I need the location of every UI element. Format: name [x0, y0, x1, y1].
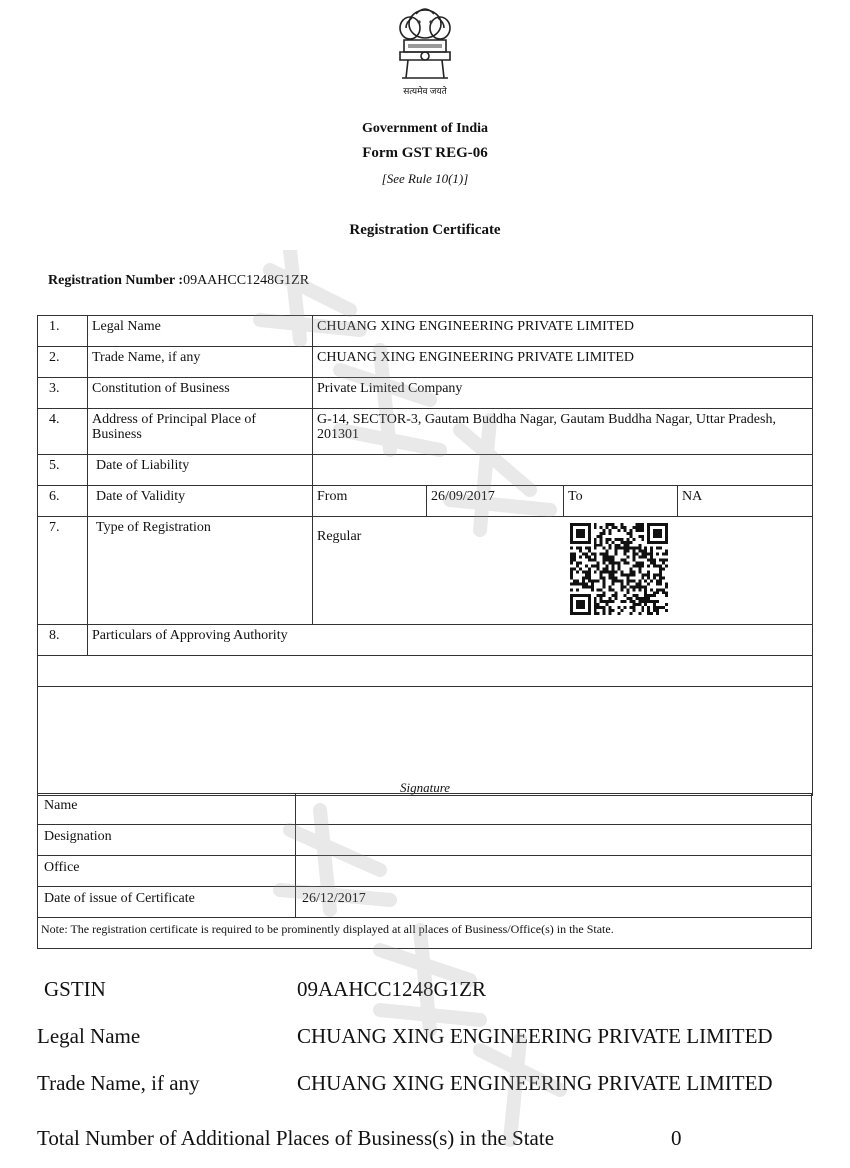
row-value: Private Limited Company [313, 378, 813, 409]
table-row [38, 918, 812, 949]
legal-name-value: CHUANG XING ENGINEERING PRIVATE LIMITED [297, 1024, 773, 1048]
validity-to-value: NA [678, 486, 813, 517]
field-label: Designation [38, 825, 296, 856]
row-number: 2. [38, 347, 88, 378]
row-number: 1. [38, 316, 88, 347]
row-value: G-14, SECTOR-3, Gautam Buddha Nagar, Gautam Buddha Nagar, Uttar Pradesh, 201301 [313, 409, 813, 455]
validity-from-value: 26/09/2017 [427, 486, 564, 517]
field-value [296, 825, 812, 856]
validity-from-label: From [313, 486, 427, 517]
row-label: Trade Name, if any [88, 347, 313, 378]
approving-authority-table [37, 793, 812, 949]
table-row [38, 825, 812, 856]
table-row [38, 656, 813, 687]
row-number: 8. [38, 625, 88, 656]
row-label: Address of Principal Place of Business [88, 409, 313, 455]
signature-area [38, 687, 813, 796]
registration-number-value: 09AAHCC1248G1ZR [183, 273, 310, 288]
table-row [38, 887, 812, 918]
approving-authority-blank [38, 656, 813, 687]
table-row [38, 378, 813, 409]
row-number: 5. [38, 455, 88, 486]
field-value [296, 794, 812, 825]
signature-label: Signature [399, 780, 451, 795]
row-label: Date of Liability [88, 455, 313, 486]
row-number: 7. [38, 517, 88, 625]
field-label: Name [38, 794, 296, 825]
row-label: Particulars of Approving Authority [88, 625, 813, 656]
display-note: Note: The registration certificate is required to be prominently displayed at all places of Business/Office(s) in the State. [38, 918, 812, 949]
additional-places-label: Total Number of Additional Places of Business(s) in the State [37, 1126, 555, 1150]
table-row [38, 625, 813, 656]
field-value: 26/12/2017 [296, 887, 812, 918]
signature-row [38, 687, 813, 796]
row-label: Date of Validity [88, 486, 313, 517]
form-title: Form GST REG-06 [362, 145, 488, 161]
registration-number-label: Registration Number : [48, 273, 184, 288]
registration-details-table [37, 315, 813, 796]
field-label: Date of issue of Certificate [38, 887, 296, 918]
row-label: Constitution of Business [88, 378, 313, 409]
field-value [296, 856, 812, 887]
table-row [38, 794, 812, 825]
validity-to-label: To [564, 486, 678, 517]
qr-code [570, 523, 668, 615]
row-value: CHUANG XING ENGINEERING PRIVATE LIMITED [313, 316, 813, 347]
table-row [38, 316, 813, 347]
row-value: Regular [313, 517, 813, 625]
gstin-label: GSTIN [44, 977, 106, 1001]
government-title: Government of India [362, 121, 488, 136]
table-row [38, 486, 813, 517]
trade-name-label: Trade Name, if any [37, 1071, 200, 1095]
trade-name-value: CHUANG XING ENGINEERING PRIVATE LIMITED [297, 1071, 773, 1095]
table-row [38, 347, 813, 378]
table-row [38, 409, 813, 455]
row-number: 4. [38, 409, 88, 455]
national-emblem-icon [388, 2, 462, 84]
field-label: Office [38, 856, 296, 887]
certificate-title: Registration Certificate [349, 222, 501, 238]
row-value [313, 455, 813, 486]
legal-name-label: Legal Name [37, 1024, 141, 1048]
gstin-value: 09AAHCC1248G1ZR [297, 977, 487, 1001]
table-row [38, 455, 813, 486]
row-number: 3. [38, 378, 88, 409]
registration-number-line [48, 273, 309, 289]
additional-places-value: 0 [671, 1126, 682, 1150]
rule-reference: [See Rule 10(1)] [381, 171, 469, 186]
row-label: Type of Registration [88, 517, 313, 625]
row-label: Legal Name [88, 316, 313, 347]
row-number: 6. [38, 486, 88, 517]
emblem-motto: सत्यमेव जयते [403, 86, 447, 96]
table-row [38, 856, 812, 887]
row-value: CHUANG XING ENGINEERING PRIVATE LIMITED [313, 347, 813, 378]
table-row [38, 517, 813, 625]
